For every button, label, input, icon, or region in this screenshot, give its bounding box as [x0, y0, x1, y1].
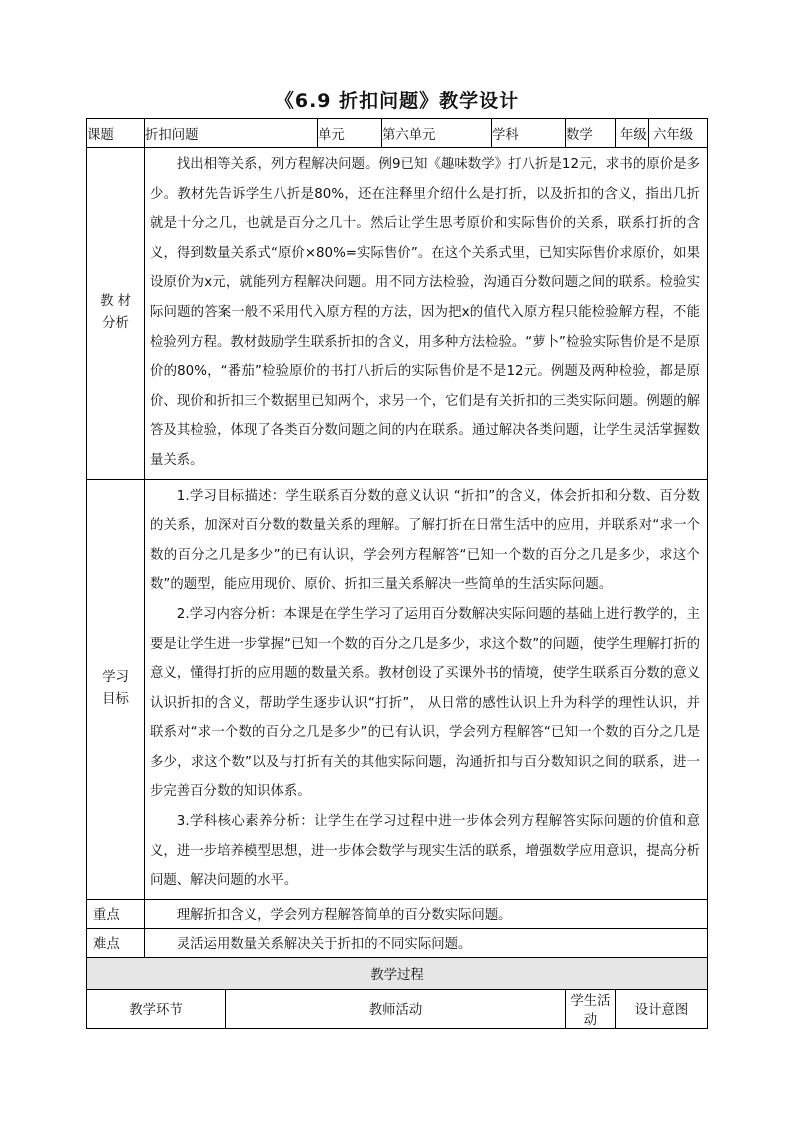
core-literacy-paragraph: 3.学科核心素养分析：让学生在学习过程中进一步体会列方程解答实际问题的价值和意义，进一步培养模型思想，进一步体会数学与现实生活的联系，增强数学应用意识，提高分析问题、解决问题的水平。 — [150, 814, 700, 889]
goal-description-paragraph: 1.学习目标描述：学生联系百分数的意义认识 “折扣”的含义，体会折扣和分数、百分数的关系，加深对百分数的数量关系的理解。了解打折在日常生活中的应用，并联系对“求一个数的百分之几是多少”的已有认识，学会列方程解答“已知一个数的百分之几是多少，求这个数”的题型，能应用现价、原价、折扣三量关系解决一些简单的生活实际问题。 — [150, 488, 700, 593]
content-analysis-paragraph: 2.学习内容分析：本课是在学生学习了运用百分数解决实际问题的基础上进行教学的，主要是让学生进一步掌握“已知一个数的百分之几是多少，求这个数”的问题，使学生理解打折的意义，懂得打折的应用题的数量关系。教材创设了买课外书的情境，使学生联系百分数的意义认识折扣的含义，帮助学生逐步认识“打折”， 从日常的感性认识上升为科学的理性认识，并联系对“求一个数的百分之几是多少”的已有认识，学会列方程解答“已知一个数的百分之几是多少，求这个数”以及与打折有关的其他实际问题，沟通折扣与百分数知识之间的联系，进一步完善百分数的知识体系。 — [150, 606, 700, 800]
teaching-process-heading-row — [87, 957, 708, 989]
textbook-analysis-content — [145, 148, 708, 480]
document-title: 《6.9 折扣问题》教学设计 — [274, 90, 520, 112]
key-point-label: 重点 — [87, 899, 145, 928]
column-design-intent: 设计意图 — [616, 989, 708, 1028]
learning-goals-row — [87, 479, 708, 899]
textbook-analysis-row — [87, 148, 708, 480]
grade-label: 年级 — [616, 119, 649, 148]
header-row — [87, 119, 708, 148]
textbook-analysis-text: 找出相等关系，列方程解决问题。例9已知《趣味数学》打八折是12元，求书的原价是多少。教材先告诉学生八折是80%，还在注释里介绍什么是打折，以及折扣的含义，指出几折就是十分之几，也就是百分之几十。然后让学生思考原价和实际售价的关系，联系打折的含义，得到数量关系式“原价×80%=实际售价”。在这个关系式里，已知实际售价求原价，如果设原价为x元，就能列方程解决问题。用不同方法检验，沟通百分数问题之间的联系。检验实际问题的答案一般不采用代入原方程的方法，因为把x的值代入原方程只能检验解方程，不能检验列方程。教材鼓励学生联系折扣的含义，用多种方法检验。“萝卜”检验实际售价是不是原价的80%，“番茄”检验原价的书打八折后的实际售价是不是12元。例题及两种检验，都是原价、现价和折扣三个数据里已知两个，求另一个，它们是有关折扣的三类实际问题。例题的解答及其检验，体现了各类百分数问题之间的内在联系。通过解决各类问题，让学生灵活掌握数量关系。 — [150, 157, 700, 468]
lesson-plan-table — [86, 118, 708, 1029]
textbook-analysis-label: 教 材 分析 — [87, 148, 145, 480]
learning-goals-content — [145, 479, 708, 899]
teaching-process-heading: 教学过程 — [87, 957, 708, 989]
key-point-row — [87, 899, 708, 928]
unit-label: 单元 — [318, 119, 382, 148]
difficulty-row — [87, 928, 708, 957]
column-teacher-activity: 教师活动 — [226, 989, 566, 1028]
process-columns-row — [87, 989, 708, 1028]
column-student-activity: 学生活动 — [566, 989, 616, 1028]
grade-value: 六年级 — [649, 119, 708, 148]
learning-goals-label: 学习 目标 — [87, 479, 145, 899]
subject-value: 数学 — [566, 119, 616, 148]
topic-label: 课题 — [87, 119, 145, 148]
difficulty-text: 灵活运用数量关系解决关于折扣的不同实际问题。 — [145, 928, 708, 957]
subject-label: 学科 — [492, 119, 566, 148]
column-teaching-stage: 教学环节 — [87, 989, 226, 1028]
difficulty-label: 难点 — [87, 928, 145, 957]
key-point-text: 理解折扣含义，学会列方程解答简单的百分数实际问题。 — [145, 899, 708, 928]
topic-value: 折扣问题 — [145, 119, 318, 148]
unit-value: 第六单元 — [382, 119, 492, 148]
